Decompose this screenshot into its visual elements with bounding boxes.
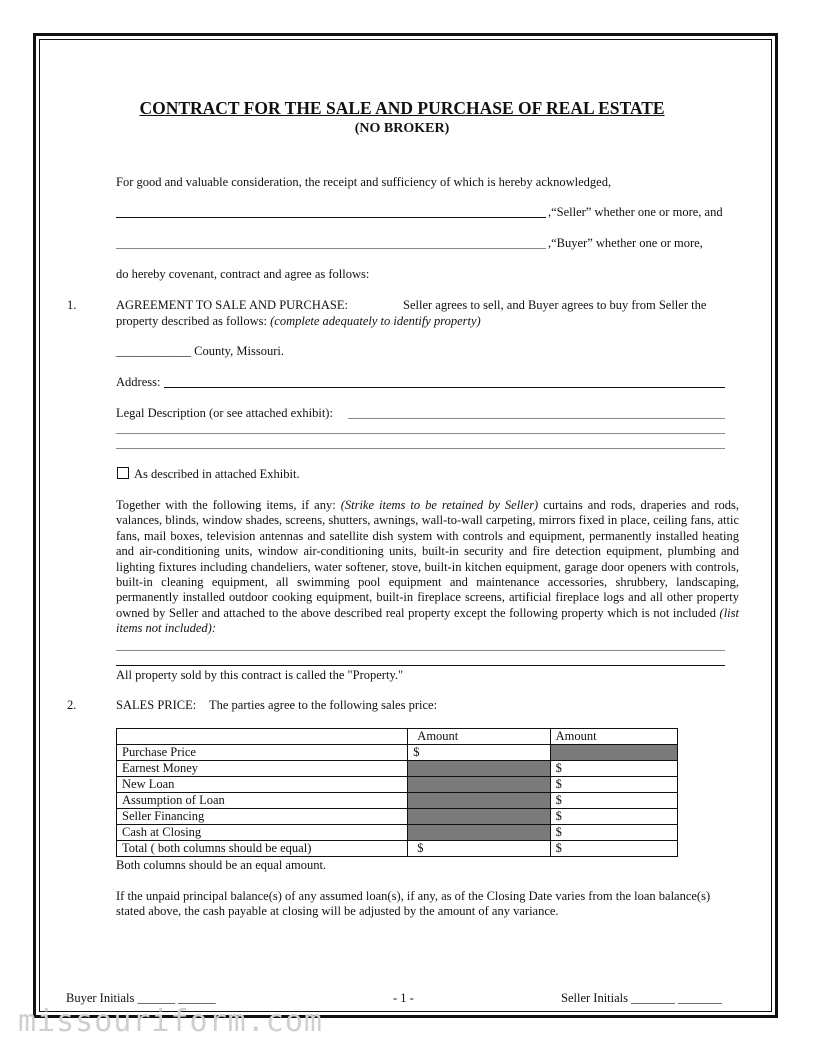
row-label: Cash at Closing [117, 825, 408, 841]
shaded-cell [550, 745, 677, 761]
section-2-heading-rest: The parties agree to the following sales price: [209, 698, 438, 712]
table-row [117, 793, 678, 809]
buyer-name-line[interactable] [116, 248, 546, 249]
row-label: Earnest Money [117, 761, 408, 777]
items-body: curtains and rods, draperies and rods, valances, blinds, window shades, screens, shutters, awnings, wall-to-wall carpeting, mirrors fixed in place, ceiling fans, attic fans, mail boxes, television antennas and satellite dish system with controls and equipment, permanently installed heating and air-conditioning units, window air-conditioning units, built-in security and fire detection equipment, plumbing and lighting fixtures including chandeliers, water softener, stove, built-in kitchen equipment, garage door openers with controls, built-in cleaning equipment, all swimming pool equipment and maintenance accessories, shrubbery, landscaping, permanently installed outdoor cooking equipment, built-in fireplace screens, artificial fireplace logs and all other property owned by Seller and attached to the above described real property except the following property which is not included [116, 498, 739, 620]
watermark-text: missouriform.com [18, 1004, 323, 1039]
legal-description-label: Legal Description (or see attached exhibit): [116, 406, 333, 420]
table-row [117, 745, 678, 761]
consideration-text: For good and valuable consideration, the receipt and sufficiency of which is hereby acknowledged, [116, 175, 612, 189]
shaded-cell [408, 777, 550, 793]
county-blank[interactable]: ____________ [116, 344, 191, 358]
row-label: Assumption of Loan [117, 793, 408, 809]
included-items-paragraph [116, 498, 739, 637]
items-lead: Together with the following items, if any: [116, 498, 341, 512]
seller-initials[interactable]: Seller Initials _______ _______ [561, 991, 722, 1005]
amount-cell[interactable]: $ [550, 841, 677, 857]
address-line[interactable] [164, 387, 725, 388]
row-label: Total ( both columns should be equal) [117, 841, 408, 857]
amount-cell[interactable]: $ [550, 793, 677, 809]
table-row [117, 761, 678, 777]
exhibit-checkbox[interactable] [117, 467, 129, 479]
page-number: - 1 - [393, 991, 414, 1005]
table-row [117, 809, 678, 825]
table-row [117, 841, 678, 857]
seller-name-line[interactable] [116, 217, 546, 218]
table-header-cell: Amount [550, 729, 677, 745]
row-label: Seller Financing [117, 809, 408, 825]
county-line [116, 344, 284, 359]
address-label: Address: [116, 375, 161, 389]
property-note: All property sold by this contract is called the "Property." [116, 668, 404, 682]
section-1-line2 [116, 314, 481, 329]
excluded-items-line-2[interactable] [116, 665, 725, 666]
document-title: CONTRACT FOR THE SALE AND PURCHASE OF REAL ESTATE [139, 98, 665, 118]
shaded-cell [408, 793, 550, 809]
legal-description-line-1[interactable] [348, 418, 725, 419]
exhibit-label: As described in attached Exhibit. [134, 467, 300, 481]
buyer-initials[interactable]: Buyer Initials ______ ______ [66, 991, 216, 1005]
amount-cell[interactable]: $ [408, 745, 550, 761]
section-1-heading-rest: Seller agrees to sell, and Buyer agrees to buy from Seller the [403, 298, 707, 312]
section-1-number: 1. [67, 298, 77, 312]
amount-cell[interactable]: $ [550, 777, 677, 793]
legal-description-line-2[interactable] [116, 433, 725, 434]
table-header-cell: Amount [408, 729, 550, 745]
row-label: New Loan [117, 777, 408, 793]
table-header-row [117, 729, 678, 745]
shaded-cell [408, 825, 550, 841]
shaded-cell [408, 761, 550, 777]
amount-cell[interactable]: $ [408, 841, 550, 857]
items-tail-italic: (list items not included): [116, 605, 739, 636]
section-2-number: 2. [67, 698, 77, 712]
legal-description-line-3[interactable] [116, 448, 725, 449]
section-2-heading: SALES PRICE: [116, 698, 197, 712]
section-1-heading: AGREEMENT TO SALE AND PURCHASE: [116, 298, 348, 312]
row-label: Purchase Price [117, 745, 408, 761]
document-subtitle: (NO BROKER) [354, 121, 450, 136]
buyer-suffix: ,“Buyer” whether one or more, [548, 236, 703, 250]
covenant-text: do hereby covenant, contract and agree as follows: [116, 267, 370, 281]
table-header-cell [117, 729, 408, 745]
amount-cell[interactable]: $ [550, 809, 677, 825]
sales-price-table [116, 728, 678, 857]
excluded-items-line-1[interactable] [116, 650, 725, 651]
items-italic: (Strike items to be retained by Seller) [340, 498, 539, 512]
amount-cell[interactable]: $ [550, 761, 677, 777]
seller-suffix: ,“Seller” whether one or more, and [548, 205, 723, 219]
table-row [117, 825, 678, 841]
amount-cell[interactable]: $ [550, 825, 677, 841]
line2-text: property described as follows: [116, 314, 271, 328]
table-row [117, 777, 678, 793]
shaded-cell [408, 809, 550, 825]
equal-amount-note: Both columns should be an equal amount. [116, 858, 327, 872]
variance-note: If the unpaid principal balance(s) of any assumed loan(s), if any, as of the Closing Date varies from the loan balance(s) stated above, the cash payable at closing will be adjusted by the amount of any variance. [116, 889, 711, 919]
line2-italic: (complete adequately to identify property) [270, 314, 481, 328]
county-label: County, Missouri. [191, 344, 284, 358]
